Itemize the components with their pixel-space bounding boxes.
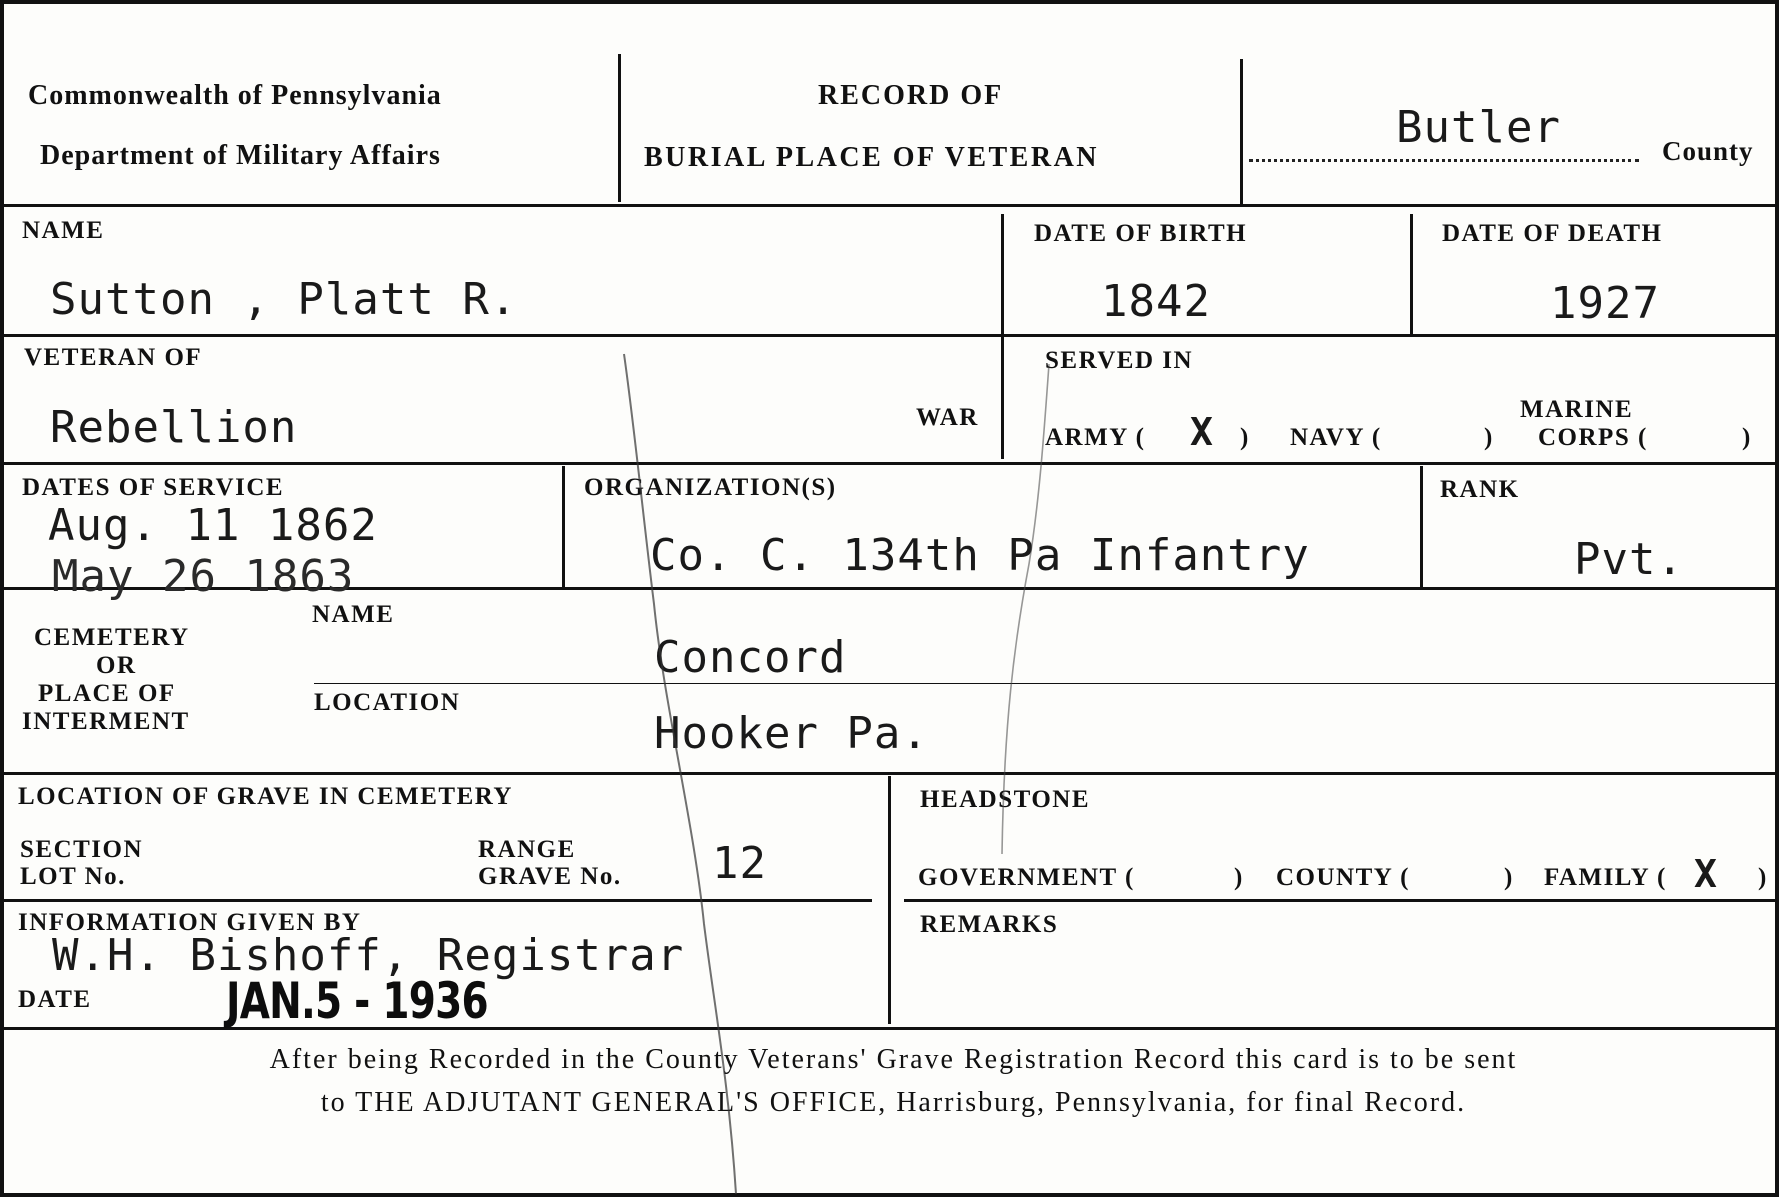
cemetery-label-3: PLACE OF: [38, 680, 176, 707]
date-of-death-label: DATE OF DEATH: [1442, 220, 1663, 247]
org-line-2: Department of Military Affairs: [40, 140, 441, 171]
cemetery-name-value: Concord: [654, 632, 847, 683]
date-of-birth-label: DATE OF BIRTH: [1034, 220, 1248, 247]
section-label: SECTION: [20, 836, 144, 863]
cemetery-label-1: CEMETERY: [34, 624, 190, 651]
date-stamp: JAN.5 - 1936: [226, 972, 488, 1030]
marine-label: MARINE: [1520, 396, 1634, 423]
title-line-2: BURIAL PLACE OF VETERAN: [644, 142, 1100, 173]
government-close: ): [1234, 864, 1244, 891]
informant-value: W.H. Bishoff, Registrar: [52, 930, 685, 981]
government-label: GOVERNMENT (: [918, 864, 1135, 891]
service-to-value: May 26 1863: [52, 551, 355, 602]
date-of-birth-value: 1842: [1101, 276, 1211, 327]
footer-line-2: to THE ADJUTANT GENERAL'S OFFICE, Harrisburg, Pennsylvania, for final Record.: [320, 1087, 1467, 1118]
cemetery-label-2: OR: [96, 652, 137, 679]
range-label: RANGE: [478, 836, 576, 863]
county-option-label: COUNTY (: [1276, 864, 1410, 891]
title-line-1: RECORD OF: [818, 80, 1004, 111]
army-mark: X: [1190, 410, 1214, 454]
cemetery-location-label: LOCATION: [314, 689, 461, 716]
cemetery-location-value: Hooker Pa.: [654, 708, 929, 759]
family-mark: X: [1694, 852, 1718, 896]
county-label: County: [1662, 136, 1754, 166]
remarks-label: REMARKS: [920, 911, 1059, 938]
corps-label: CORPS (: [1538, 424, 1648, 451]
information-given-by-label: INFORMATION GIVEN BY: [18, 909, 362, 936]
date-of-death-value: 1927: [1550, 278, 1660, 329]
org-line-1: Commonwealth of Pennsylvania: [28, 80, 442, 111]
grave-location-label: LOCATION OF GRAVE IN CEMETERY: [18, 783, 513, 810]
service-from-value: Aug. 11 1862: [48, 500, 378, 551]
cemetery-name-label: NAME: [312, 601, 395, 628]
rank-value: Pvt.: [1574, 534, 1684, 585]
dates-of-service-label: DATES OF SERVICE: [22, 474, 285, 501]
family-label: FAMILY (: [1544, 864, 1667, 891]
fold-crease: [4, 4, 1779, 1201]
footer-line-1: After being Recorded in the County Veterans' Grave Registration Record this card is to be sent: [269, 1044, 1518, 1075]
organizations-label: ORGANIZATION(S): [584, 474, 837, 501]
veteran-of-value: Rebellion: [50, 402, 298, 453]
war-label: WAR: [916, 404, 979, 431]
headstone-label: HEADSTONE: [920, 786, 1091, 813]
corps-close: ): [1742, 424, 1752, 451]
grave-no-value: 12: [712, 838, 767, 889]
cemetery-label-4: INTERMENT: [22, 708, 190, 735]
lot-no-label: LOT No.: [20, 863, 126, 890]
rank-label: RANK: [1440, 476, 1520, 503]
name-value: Sutton , Platt R.: [50, 274, 518, 325]
county-value: Butler: [1396, 102, 1561, 153]
navy-label: NAVY (: [1290, 424, 1382, 451]
navy-close: ): [1484, 424, 1494, 451]
veteran-of-label: VETERAN OF: [24, 344, 203, 371]
served-in-label: SERVED IN: [1045, 347, 1194, 374]
grave-no-label: GRAVE No.: [478, 863, 622, 890]
organization-value: Co. C. 134th Pa Infantry: [650, 530, 1310, 581]
army-label: ARMY (: [1045, 424, 1146, 451]
family-close: ): [1758, 864, 1768, 891]
date-label: DATE: [18, 986, 92, 1013]
name-label: NAME: [22, 217, 105, 244]
army-close: ): [1240, 424, 1250, 451]
county-option-close: ): [1504, 864, 1514, 891]
